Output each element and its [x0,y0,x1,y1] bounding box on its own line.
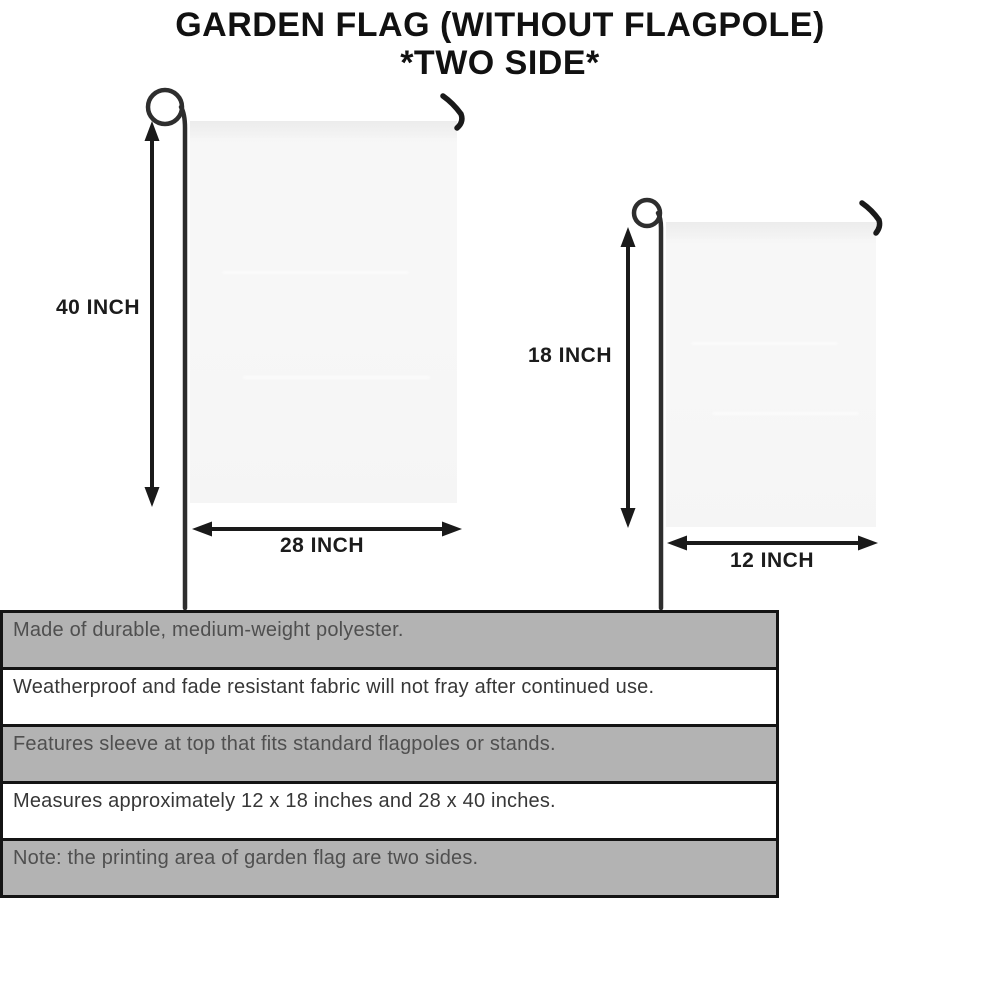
height-arrow-small-icon [621,227,636,528]
spec-row-sleeve: Features sleeve at top that fits standard flagpoles or stands. [3,724,776,781]
hanger-hook-small-icon [862,203,880,233]
spec-row-weatherproof: Weatherproof and fade resistant fabric will not fray after continued use. [3,667,776,724]
spec-row-note: Note: the printing area of garden flag are two sides. [3,838,776,895]
spec-row-measures: Measures approximately 12 x 18 inches and 28 x 40 inches. [3,781,776,838]
spec-row-material: Made of durable, medium-weight polyester. [3,613,776,667]
width-label-small: 12 INCH [729,549,815,572]
height-arrow-large-icon [145,121,160,507]
flagpole-small-icon [634,200,661,608]
hanger-hook-large-icon [443,96,462,128]
width-label-large: 28 INCH [279,534,365,557]
height-label-large: 40 INCH [55,296,140,319]
height-label-small: 18 INCH [527,344,612,367]
title-line-2: *TWO SIDE* [400,44,600,82]
spec-table [0,610,779,898]
title-line-1: GARDEN FLAG (WITHOUT FLAGPOLE) [175,6,825,44]
